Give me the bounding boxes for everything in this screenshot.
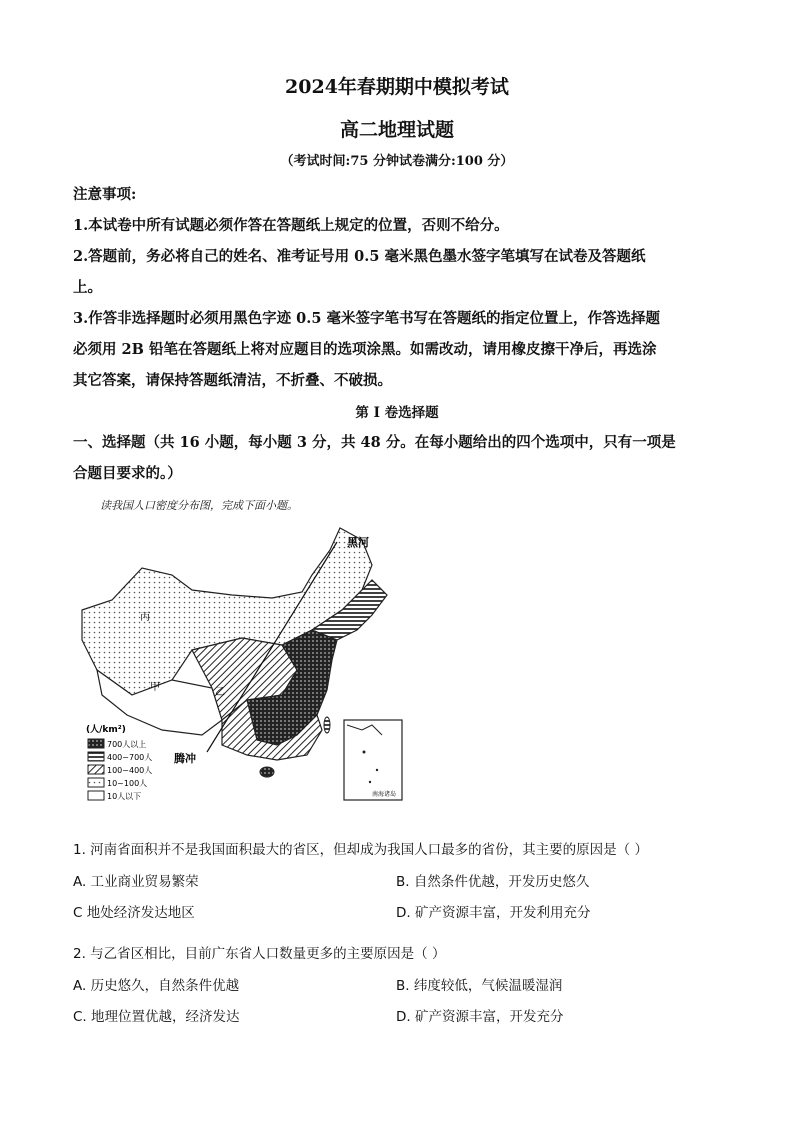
inset-frame (344, 720, 402, 800)
label-jia: 甲 (150, 682, 160, 693)
legend-unit: (人/km²) (86, 725, 126, 735)
legend-item-1: 700人以上 (107, 740, 147, 749)
section-instructions-2: 合题目要求的。） (73, 465, 182, 482)
question-2-option-c[interactable]: C. 地理位置优越，经济发达 (73, 1009, 240, 1025)
question-1-option-b[interactable]: B. 自然条件优越，开发历史悠久 (396, 874, 590, 890)
map-legend (86, 723, 152, 801)
note-line-5: 必须用 2B 铅笔在答题纸上将对应题目的选项涂黑。如需改动，请用橡皮擦干净后，再选涂 (73, 341, 657, 358)
section-title: 第 I 卷选择题 (355, 405, 439, 421)
figure-intro: 读我国人口密度分布图，完成下面小题。 (100, 499, 298, 512)
label-bing: 丙 (140, 612, 150, 623)
legend-item-5: 10人以下 (107, 792, 142, 801)
population-density-map (72, 520, 408, 820)
question-2-option-a[interactable]: A. 历史悠久，自然条件优越 (73, 978, 240, 994)
note-line-1: 1.本试卷中所有试题必须作答在答题纸上规定的位置，否则不给分。 (73, 217, 509, 234)
note-line-4: 3.作答非选择题时必须用黑色字迹 0.5 毫米签字笔书写在答题纸的指定位置上，作答选择题 (73, 310, 660, 327)
exam-info: （考试时间:75 分钟试卷满分:100 分） (280, 154, 514, 169)
inset-label: 南海诸岛 (372, 791, 397, 798)
question-2-option-d[interactable]: D. 矿产资源丰富，开发充分 (396, 1009, 564, 1025)
note-line-2: 2.答题前，务必将自己的姓名、准考证号用 0.5 毫米黑色墨水签字笔填写在试卷及答题纸 (73, 248, 646, 265)
notes-heading: 注意事项: (73, 186, 137, 203)
question-2-option-b[interactable]: B. 纬度较低，气候温暖湿润 (396, 978, 563, 994)
legend-item-4: 10~100人 (107, 779, 148, 788)
label-heihe: 黑河 (347, 536, 369, 549)
question-1-option-a[interactable]: A. 工业商业贸易繁荣 (73, 874, 199, 890)
question-1-option-d[interactable]: D. 矿产资源丰富，开发利用充分 (396, 905, 591, 921)
question-2-stem: 2. 与乙省区相比，目前广东省人口数量更多的主要原因是（ ） (73, 946, 446, 962)
label-yi: 乙 (215, 687, 225, 698)
note-line-6: 其它答案，请保持答题纸清洁，不折叠、不破损。 (73, 372, 392, 389)
subject-title: 高二地理试题 (339, 119, 454, 141)
taiwan (324, 717, 330, 733)
legend-item-2: 400~700人 (107, 753, 153, 762)
question-1-option-c[interactable]: C 地处经济发达地区 (73, 905, 195, 921)
section-instructions-1: 一、选择题（共 16 小题，每小题 3 分，共 48 分。在每小题给出的四个选项中，只有一项是 (73, 434, 676, 451)
exam-title: 2024年春期期中模拟考试 (285, 76, 509, 98)
legend-item-3: 100~400人 (107, 766, 153, 775)
note-line-3: 上。 (73, 279, 102, 296)
hainan (260, 767, 274, 777)
label-tengchong: 腾冲 (174, 752, 196, 765)
question-1-stem: 1. 河南省面积并不是我国面积最大的省区，但却成为我国人口最多的省份，其主要的原因是（ ） (73, 842, 648, 858)
